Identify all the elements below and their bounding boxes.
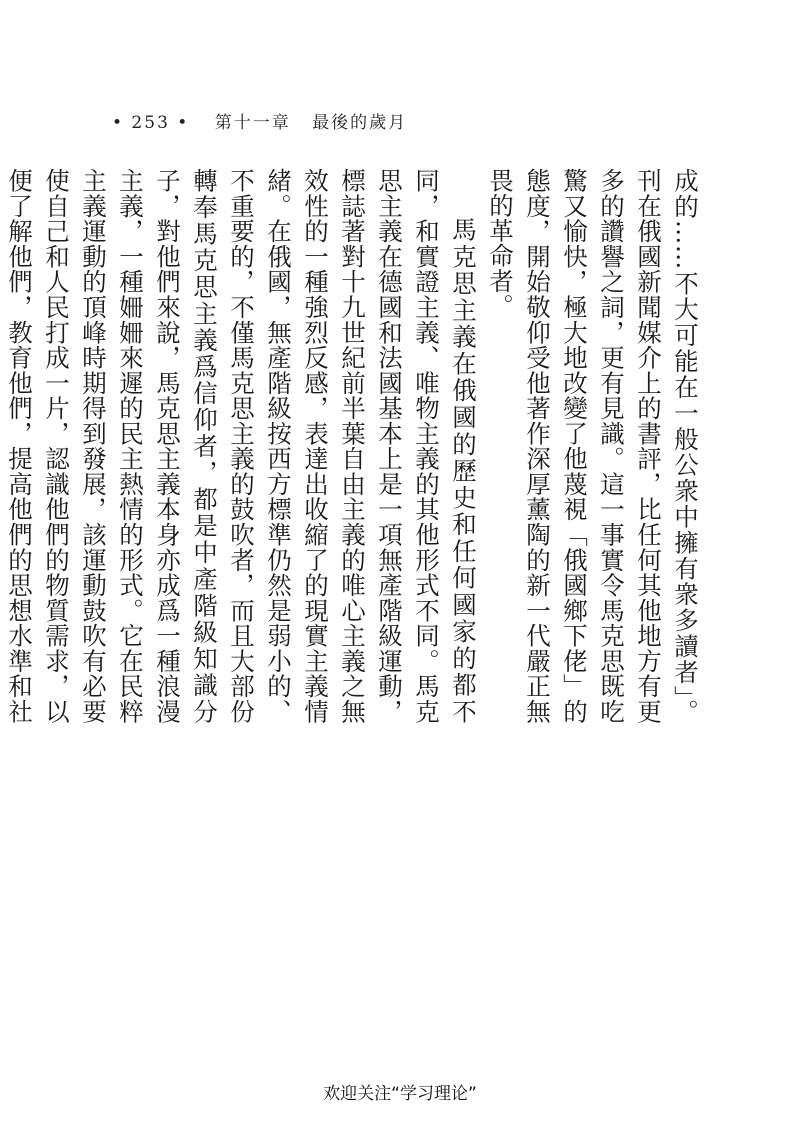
paragraph-1: 成的……不大可能在一般公衆中擁有衆多讀者」。刊在俄國新聞媒介上的書評，比任何其他地方有更多的讚譽之詞，更有見識。這一事實令馬克思既吃驚又愉快，極大地改變了他蔑視「俄國鄉下佬」的態度，開始敬仰受他著作深厚薰陶的新一代嚴正無畏的革命者。 bbox=[486, 168, 700, 724]
paragraph-2: 馬克思主義在俄國的歷史和任何國家的都不同，和實證主義、唯物主義的其他形式不同。馬克思主義在德國和法國基本上是一項無產階級運動，標誌著對十九世紀前半葉自由主義的唯心主義之無效性的一種強烈反感，表達出收縮了的現實主義情緒。在俄國，無產階級按西方標準仍然是弱小的、不重要的，不僅馬克思主義的鼓吹者，而且大部份轉奉馬克思主義爲信仰者，都是中產階級知識分子，對他們來說，馬克思主義本身亦成爲一種浪漫主義，一種姍姍來遲的民主熱情的形式。它在民粹主義運動的頂峰時期得到發展，該運動鼓吹有必要使自己和人民打成一片，認識他們的物質需求，以便了解他們，教育他們，提高他們的思想水準和社 bbox=[5, 168, 478, 724]
chapter-number: 第十一章 bbox=[214, 113, 291, 133]
page-body bbox=[5, 168, 704, 724]
footer-note: 欢迎关注“学习理论” bbox=[323, 1084, 477, 1104]
page-number: • 253 • bbox=[112, 113, 190, 133]
running-header bbox=[112, 108, 407, 133]
chapter-title: 最後的歲月 bbox=[312, 113, 408, 133]
